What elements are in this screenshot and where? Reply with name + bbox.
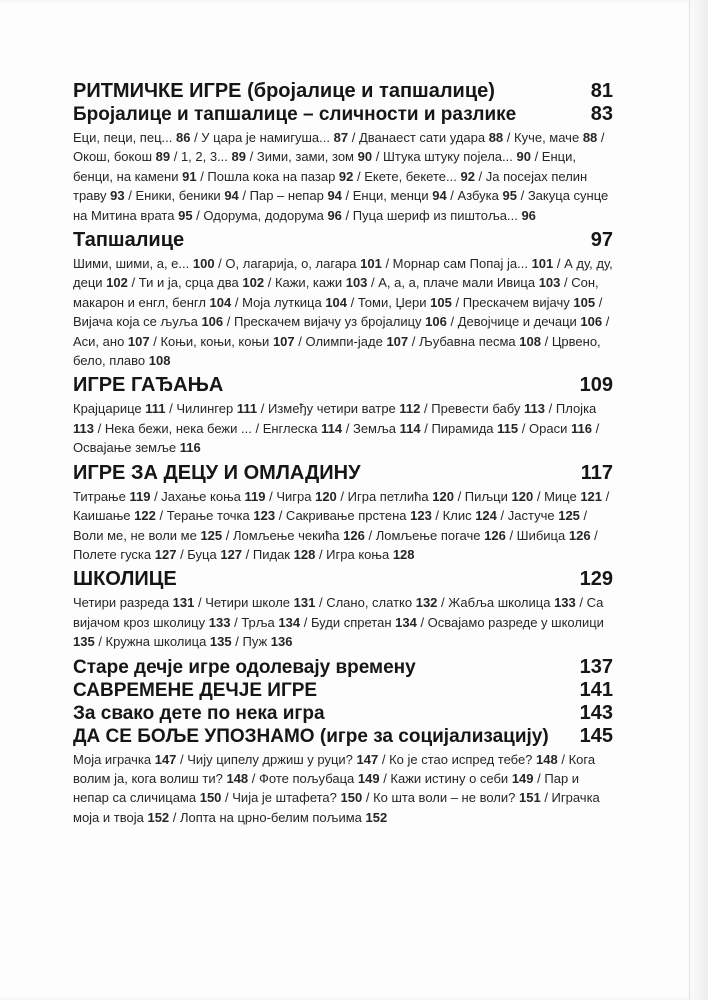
entry-page: 111 xyxy=(145,401,166,417)
page-edge xyxy=(689,0,708,1000)
entry-title: Пошла кока на пазар xyxy=(207,168,336,184)
entry-item xyxy=(353,421,421,436)
entry-title: Буца xyxy=(187,546,217,562)
entry-page: 90 xyxy=(516,149,531,165)
entry-page: 103 xyxy=(538,275,561,291)
entry-page: 135 xyxy=(73,634,95,650)
entry-title: Еники, беники xyxy=(135,188,221,204)
entry-page: 86 xyxy=(175,130,191,145)
entry-item xyxy=(326,547,414,562)
entry-page: 90 xyxy=(357,149,373,165)
section-page: 145 xyxy=(579,724,613,747)
table-of-contents xyxy=(73,80,613,831)
entry-item xyxy=(431,401,545,416)
entry-item xyxy=(514,130,597,145)
entry-page: 122 xyxy=(134,508,156,524)
entry-list: Моја играчка 147 / Чију ципелу држиш у руци? 147 / Ко је стао испред тебе? 148 / Кога волим ја, кога волиш ти? 148 / Фоте пољубаца 149 / Кажи истину о себи 149 / Пар и непар са сличицама 150 / Чија је штафета? 150 / Ко шта воли – не воли? 151 / Играчка моја и твоја 152 / Лопта на црно-белим пољима 152 xyxy=(73,751,600,825)
entry-title: Ти и ја, срца два xyxy=(138,275,239,291)
entry-page: 88 xyxy=(582,130,598,145)
entry-title: Чија је штафета? xyxy=(232,790,337,806)
entry-page: 120 xyxy=(432,488,454,504)
entry-page: 87 xyxy=(333,130,349,145)
entry-title: Ја посејах пелин траву xyxy=(73,168,588,204)
entry-page: 96 xyxy=(521,207,536,223)
entry-item xyxy=(359,130,503,145)
entry-title: О, лагарија, о, лагара xyxy=(225,256,357,272)
entry-title: Прескачем вијачу xyxy=(462,294,570,310)
entry-item xyxy=(419,334,541,349)
entry-page: 108 xyxy=(519,333,541,349)
entry-item xyxy=(393,256,554,271)
entry-page: 96 xyxy=(327,207,342,223)
entry-title: Пидак xyxy=(252,546,290,562)
entry-item xyxy=(242,634,292,649)
entry-list: Титрање 119 / Јахање коња 119 / Чигра 120 / Игра петлића 120 / Пиљци 120 / Мице 121 / Каишање 122 / Терање точка 123 / Сакривање прстена 123 / Клис 124 / Јастуче 125 / Воли ме, не воли ме 125 / Ломљење чекића 126 / Ломљење погаче 126 / Шибица 126 / Полете гуска 127 / Буца 127 / Пидак 128 / Игра коња 128 xyxy=(73,488,610,562)
entry-page: 94 xyxy=(224,188,239,204)
entry-title: Буди спретан xyxy=(310,614,392,630)
entry-page: 134 xyxy=(278,614,301,630)
entry-title: Куче, маче xyxy=(514,130,580,145)
entry-title: Шибица xyxy=(516,527,566,543)
entry-item xyxy=(73,401,166,416)
entry-page: 134 xyxy=(395,614,417,630)
entry-list: Шими, шими, а, е... 100 / О, лагарија, о, лагара 101 / Морнар сам Попај ја... 101 / А ду, ду, деци 102 / Ти и ја, срца два 102 / Кажи, кажи 103 / А, а, а, плаче мали Ивица 103 / Сон, макарон и енгл, бенгл 104 / Моја луткица 104 / Томи, Џери 105 / Прескачем вијачу 105 / Вијача која се љуља 106 / Прескачем вијачу уз бројалицу 106 / Девојчице и дечаци 106 / Аси, ано 107 / Коњи, коњи, коњи 107 / Олимпи-јаде 107 / Љубавна песма 108 / Црвено, бело, плаво 108 xyxy=(73,256,613,369)
entry-page: 126 xyxy=(484,527,506,543)
entry-title: Игра петлића xyxy=(347,488,429,504)
entry-item xyxy=(201,130,348,145)
entry-item xyxy=(73,547,176,562)
entry-page: 102 xyxy=(242,275,265,291)
entry-page: 100 xyxy=(192,256,215,272)
entry-item xyxy=(187,752,378,767)
entry-title: Девојчице и дечаци xyxy=(457,314,577,330)
entry-page: 106 xyxy=(580,314,603,330)
entry-title: Са вијачом кроз школицу xyxy=(73,595,604,630)
entry-title: Моја луткица xyxy=(242,294,322,310)
entry-page: 136 xyxy=(270,634,293,650)
entry-title: Четири школе xyxy=(205,595,291,611)
entry-page: 119 xyxy=(244,488,266,504)
entry-page: 92 xyxy=(460,168,475,184)
entry-item xyxy=(358,295,452,310)
entry-title: Каишање xyxy=(73,508,131,524)
entry-item xyxy=(73,440,201,455)
entry-item xyxy=(348,489,454,504)
entry-item xyxy=(443,508,497,523)
entry-page: 102 xyxy=(106,275,128,291)
entry-title: Вијача која се љуља xyxy=(73,314,198,330)
entry-item xyxy=(250,188,342,203)
section-title: РИТМИЧКЕ ИГРЕ (бројалице и тапшалице) xyxy=(73,80,495,102)
entry-list: Крајцарице 111 / Чилингер 111 / Између четири ватре 112 / Превести бабу 113 / Плојка 113 / Нека бежи, нека бежи ... / Енглеска 114 / Земља 114 / Пирамида 115 / Ораси 116 / Освајање земље 116 xyxy=(73,401,600,456)
section-title: За свако дете по нека игра xyxy=(73,702,325,724)
entry-page: 107 xyxy=(272,333,295,349)
entry-item xyxy=(73,489,150,504)
entry-item xyxy=(529,421,592,436)
entry-page: 108 xyxy=(148,353,171,369)
entry-page: 147 xyxy=(356,751,379,767)
section-page: 83 xyxy=(590,103,613,125)
entry-item xyxy=(73,528,222,543)
entry-item xyxy=(180,810,387,825)
entry-title: Плојка xyxy=(555,401,597,417)
entry-title: Сон, макарон и енгл, бенгл xyxy=(73,275,599,310)
entry-item xyxy=(311,615,417,630)
entry-title: Олимпи-јаде xyxy=(305,333,383,349)
entry-title: Екете, бекете... xyxy=(364,168,457,184)
entry-title: Ломљење погаче xyxy=(375,527,481,543)
entry-item xyxy=(286,508,432,523)
entry-item xyxy=(259,771,380,786)
entry-item xyxy=(383,149,531,164)
section-heading xyxy=(73,679,613,702)
entry-title: Аси, ано xyxy=(73,333,125,349)
entry-page: 128 xyxy=(293,546,316,562)
entry-page: 133 xyxy=(554,595,576,611)
entry-page: 105 xyxy=(430,294,452,310)
entry-page: 123 xyxy=(253,508,276,524)
entry-title: Између четири ватре xyxy=(267,401,396,417)
entry-item xyxy=(275,275,367,290)
entry-title: А, а, а, плаче мали Ивица xyxy=(378,275,536,291)
entry-page: 91 xyxy=(182,168,197,184)
entry-page: 126 xyxy=(343,527,365,543)
entry-page: 123 xyxy=(410,508,432,524)
entry-title: Шими, шими, а, е... xyxy=(73,256,190,272)
section-title: Старе дечје игре одолевају времену xyxy=(73,656,416,678)
entry-item xyxy=(364,169,475,184)
section-heading xyxy=(73,80,613,103)
entry-page: 133 xyxy=(208,614,231,630)
entry-item xyxy=(353,188,447,203)
entry-item xyxy=(276,489,336,504)
entry-item xyxy=(135,188,238,203)
section-heading xyxy=(73,656,613,679)
entry-item xyxy=(205,595,315,610)
section-title: Бројалице и тапшалице – сличности и разлике xyxy=(73,104,517,125)
section-page: 81 xyxy=(590,80,613,102)
entry-title: Енглеска xyxy=(262,420,318,436)
entry-title: Пар и непар са сличицама xyxy=(73,770,580,806)
entry-title: Играчка моја и твоја xyxy=(73,790,600,825)
entry-item xyxy=(225,256,381,271)
entry-page: 151 xyxy=(519,790,541,806)
entry-title: Пуца шериф из пиштоља... xyxy=(352,207,518,223)
entry-page: 126 xyxy=(568,527,591,543)
entry-title: Енци, менци xyxy=(352,188,429,204)
entry-title: Четири разреда xyxy=(73,595,170,611)
entry-title: Пуж xyxy=(242,634,268,650)
entry-item xyxy=(326,595,437,610)
entry-item xyxy=(257,149,372,164)
entry-item xyxy=(390,771,533,786)
section-page: 117 xyxy=(580,461,613,484)
entry-page: 89 xyxy=(231,149,247,165)
entry-title: Клис xyxy=(442,508,472,524)
entry-title: Ко шта воли – не воли? xyxy=(373,790,516,806)
entry-title: Кажи истину о себи xyxy=(390,770,509,786)
entry-title: Ломљење чекића xyxy=(233,527,340,543)
entry-page: 120 xyxy=(511,488,534,504)
entry-title: Крајцарице xyxy=(73,401,142,417)
entry-item xyxy=(465,489,533,504)
entry-item xyxy=(373,790,541,805)
entry-title: Коњи, коњи, коњи xyxy=(160,333,270,349)
entry-item xyxy=(431,421,518,436)
entry-title: Окош, бокош xyxy=(73,149,152,165)
entry-title: Сакривање прстена xyxy=(285,508,407,524)
entry-page: 116 xyxy=(179,440,201,456)
entry-title: Моја играчка xyxy=(73,751,152,767)
entry-title: Чигра xyxy=(276,488,312,504)
entry-page: 131 xyxy=(293,595,316,611)
entry-page: 148 xyxy=(226,770,249,786)
entry-item xyxy=(242,295,347,310)
entry-title: Јахање коња xyxy=(161,488,241,504)
entry-list: Четири разреда 131 / Четири школе 131 / Слано, слатко 132 / Жабља школица 133 / Са вијачом кроз школицу 133 / Трља 134 / Буди спретан 134 / Освајамо разреде у школици 135 / Кружна школица 135 / Пуж 136 xyxy=(73,595,604,650)
entry-page: 149 xyxy=(357,770,380,786)
entry-title: Жабља школица xyxy=(448,595,551,611)
entry-page: 147 xyxy=(154,751,177,767)
entry-page: 107 xyxy=(127,333,150,349)
entry-page: 106 xyxy=(425,314,447,330)
entry-title: Освајамо разреде у школици xyxy=(427,614,604,630)
entry-title: Титрање xyxy=(73,488,126,504)
entry-title: Пиљци xyxy=(464,488,508,504)
entry-title: Ораси xyxy=(529,420,568,436)
entry-item xyxy=(73,334,150,349)
entry-title: Томи, Џери xyxy=(357,294,427,310)
section-title: ИГРЕ ГАЂАЊА xyxy=(73,374,224,397)
entry-item xyxy=(263,421,342,436)
entry-item xyxy=(73,149,170,164)
section-heading xyxy=(73,568,613,591)
entry-title: Трља xyxy=(241,614,275,630)
entry-title: Црвено, бело, плаво xyxy=(73,333,601,369)
entry-title: Чију ципелу држиш у руци? xyxy=(187,751,353,767)
entry-title: Полете гуска xyxy=(73,546,152,562)
entry-page: 104 xyxy=(325,294,348,310)
entry-page: 93 xyxy=(110,188,125,204)
entry-title: Штука штуку појела... xyxy=(382,149,513,165)
entry-item xyxy=(306,334,409,349)
entry-title: Кружна школица xyxy=(105,634,207,650)
entry-item xyxy=(73,130,190,145)
entry-item xyxy=(203,208,342,223)
entry-title: Фоте пољубаца xyxy=(259,770,355,786)
entry-item xyxy=(73,752,176,767)
entry-item xyxy=(508,508,580,523)
entry-page: 103 xyxy=(345,275,368,291)
entry-page: 113 xyxy=(73,420,94,436)
entry-page: 101 xyxy=(360,256,382,272)
entry-item xyxy=(139,275,264,290)
entry-item xyxy=(181,149,246,164)
entry-page: 114 xyxy=(399,420,421,436)
section-page: 143 xyxy=(579,701,613,724)
entry-item xyxy=(160,334,294,349)
entry-item xyxy=(73,595,194,610)
entry-title: У цара је намигуша... xyxy=(201,130,330,145)
section-title: Тапшалице xyxy=(73,229,185,252)
entry-page: 119 xyxy=(129,488,151,504)
entry-title: Чилингер xyxy=(176,401,234,417)
entry-page: 116 xyxy=(570,420,592,436)
entry-page: 149 xyxy=(511,770,534,786)
entry-title: Кажи, кажи xyxy=(274,275,343,291)
entry-item xyxy=(241,615,300,630)
entry-page: 131 xyxy=(172,595,195,611)
entry-item xyxy=(73,508,156,523)
entry-title: Лопта на црно-белим пољима xyxy=(180,809,362,825)
entry-page: 121 xyxy=(580,488,603,504)
entry-page: 152 xyxy=(147,809,170,825)
entry-page: 128 xyxy=(392,546,415,562)
entry-item xyxy=(105,421,252,436)
entry-item xyxy=(378,275,560,290)
entry-item xyxy=(544,489,602,504)
entry-page: 113 xyxy=(524,401,546,417)
entry-item xyxy=(458,314,602,329)
section-heading xyxy=(73,702,613,725)
entry-page: 115 xyxy=(497,420,519,436)
entry-title: Енци, бенци, на камени xyxy=(73,149,576,184)
entry-title: Мице xyxy=(544,488,577,504)
entry-item xyxy=(376,528,506,543)
entry-title: Пирамида xyxy=(431,420,494,436)
entry-item xyxy=(448,595,576,610)
entry-page: 94 xyxy=(432,188,447,204)
entry-title: Еци, пеци, пец... xyxy=(73,130,173,145)
entry-title: Освајање земље xyxy=(73,440,177,456)
entry-page: 132 xyxy=(415,595,438,611)
entry-title: Прескачем вијачу уз бројалицу xyxy=(233,314,422,330)
entry-page: 150 xyxy=(199,790,222,806)
section-heading xyxy=(73,103,613,126)
entry-item xyxy=(234,314,447,329)
entry-page: 152 xyxy=(365,809,388,825)
entry-item xyxy=(232,790,362,805)
entry-title: Воли ме, не воли ме xyxy=(73,527,197,543)
entry-page: 95 xyxy=(502,188,517,204)
entry-item xyxy=(161,489,265,504)
entry-page: 89 xyxy=(155,149,171,165)
entry-title: Одорума, додорума xyxy=(203,207,324,223)
entry-item xyxy=(517,528,591,543)
entry-title: Јастуче xyxy=(507,508,555,524)
entry-title: Пар – непар xyxy=(249,188,324,204)
entry-item xyxy=(353,208,536,223)
entry-page: 111 xyxy=(236,401,258,417)
entry-item xyxy=(389,752,558,767)
entry-page: 148 xyxy=(536,751,558,767)
section-page: 141 xyxy=(579,678,613,701)
entry-page: 135 xyxy=(209,634,232,650)
entry-title: Зими, зами, зом xyxy=(256,149,354,165)
entry-title: Закуца сунце на Митина врата xyxy=(73,188,609,223)
entry-page: 125 xyxy=(200,527,223,543)
entry-page: 112 xyxy=(399,401,421,417)
entry-list: Еци, пеци, пец... 86 / У цара је намигуша... 87 / Дванаест сати удара 88 / Куче, маче 88 / Окош, бокош 89 / 1, 2, 3... 89 / Зими, зами, зом 90 / Штука штуку појела... 90 / Енци, бенци, на камени 91 / Пошла кока на пазар 92 / Екете, бекете... 92 / Ја посејах пелин траву 93 / Еники, беники 94 / Пар – непар 94 / Енци, менци 94 / Азбука 95 / Закуца сунце на Митина врата 95 / Одорума, додорума 96 / Пуца шериф из пиштоља... 96 xyxy=(73,130,609,223)
entry-title: Дванаест сати удара xyxy=(358,130,486,145)
entry-page: 104 xyxy=(209,294,232,310)
entry-title: 1, 2, 3... xyxy=(180,149,228,165)
section-heading xyxy=(73,462,613,485)
entry-item xyxy=(176,401,257,416)
entry-page: 107 xyxy=(386,333,409,349)
section-heading xyxy=(73,725,613,748)
entry-page: 105 xyxy=(573,294,596,310)
entry-item xyxy=(463,295,595,310)
entry-title: Терање точка xyxy=(166,508,250,524)
entry-page: 101 xyxy=(531,256,554,272)
entry-item xyxy=(253,547,315,562)
entry-page: 125 xyxy=(558,508,580,524)
section-title: САВРЕМЕНЕ ДЕЧЈЕ ИГРЕ xyxy=(73,679,318,701)
entry-title: Нека бежи, нека бежи ... xyxy=(104,420,252,436)
entry-page: 124 xyxy=(475,508,497,524)
section-title: ДА СЕ БОЉЕ УПОЗНАМО (игре за социјализацију) xyxy=(73,725,549,747)
entry-page: 88 xyxy=(488,130,504,145)
section-title: ШКОЛИЦЕ xyxy=(73,568,177,591)
entry-item xyxy=(73,256,215,271)
entry-page: 94 xyxy=(327,188,342,204)
entry-title: Азбука xyxy=(457,188,499,204)
entry-item xyxy=(458,188,517,203)
entry-page: 92 xyxy=(338,168,354,184)
entry-item xyxy=(167,508,275,523)
entry-page: 127 xyxy=(154,546,177,562)
entry-page: 114 xyxy=(321,420,343,436)
entry-page: 127 xyxy=(220,546,243,562)
entry-title: Кога волим ја, кога волиш ти? xyxy=(73,751,596,786)
section-heading xyxy=(73,374,613,397)
entry-title: Игра коња xyxy=(326,546,390,562)
entry-item xyxy=(73,314,223,329)
entry-item xyxy=(268,401,420,416)
section-title: ИГРЕ ЗА ДЕЦУ И ОМЛАДИНУ xyxy=(73,461,361,484)
entry-title: Превести бабу xyxy=(431,401,521,417)
entry-title: Слано, слатко xyxy=(326,595,413,611)
entry-page: 150 xyxy=(340,790,363,806)
entry-title: Љубавна песма xyxy=(419,333,516,349)
section-page: 137 xyxy=(579,655,613,678)
section-page: 97 xyxy=(590,229,613,252)
entry-page: 120 xyxy=(315,488,337,504)
entry-page: 106 xyxy=(201,314,224,330)
section-heading xyxy=(73,229,613,252)
section-page: 129 xyxy=(579,568,613,591)
entry-item xyxy=(106,634,232,649)
entry-title: А ду, ду, деци xyxy=(73,256,613,291)
entry-item xyxy=(187,547,242,562)
entry-item xyxy=(207,169,353,184)
entry-item xyxy=(233,528,365,543)
entry-title: Ко је стао испред тебе? xyxy=(389,751,533,767)
entry-page: 95 xyxy=(178,207,193,223)
entry-title: Морнар сам Попај ја... xyxy=(392,256,528,272)
entry-title: Земља xyxy=(352,420,396,436)
section-page: 109 xyxy=(579,374,613,397)
